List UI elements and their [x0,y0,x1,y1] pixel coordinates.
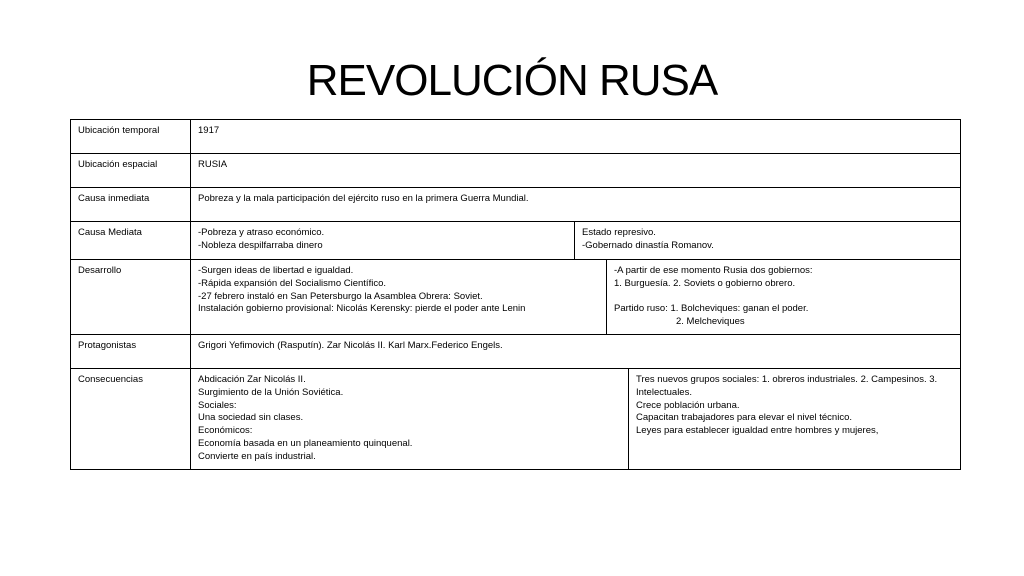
consecuencias-right [629,369,961,470]
text-line: -Rápida expansión del Socialismo Científico. [198,277,386,289]
text-line: Intelectuales. [636,386,692,398]
page-title: REVOLUCIÓN RUSA [306,56,718,105]
text-line: Una sociedad sin clases. [198,412,304,424]
causa-mediata-left [191,222,575,260]
text-line: -Gobernado dinastía Romanov. [582,239,714,251]
desarrollo-left [191,260,607,335]
label-ubicacion-espacial: Ubicación espacial [71,154,191,188]
consecuencias-left [191,369,629,470]
table-row [71,222,961,260]
label-causa-inmediata: Causa inmediata [71,188,191,222]
causa-mediata-right [575,222,961,260]
text-line: Leyes para establecer igualdad entre hombres y mujeres, [636,425,879,437]
text-line: 1. Burguesía. 2. Soviets o gobierno obrero. [614,277,796,289]
text-line: -Nobleza despilfarraba dinero [198,239,323,251]
summary-table [70,119,961,470]
text-line: Partido ruso: 1. Bolcheviques: ganan el poder. [614,303,809,315]
label-desarrollo: Desarrollo [71,260,191,335]
text-line: Abdicación Zar Nicolás II. [198,374,306,385]
text-line: -A partir de ese momento Rusia dos gobiernos: [614,265,813,276]
text-line: Capacitan trabajadores para elevar el nivel técnico. [636,412,852,424]
table-row [71,369,961,470]
text-line: Instalación gobierno provisional: Nicolás Kerensky: pierde el poder ante Lenin [198,303,526,315]
table-row [71,154,961,188]
text-line: Surgimiento de la Unión Soviética. [198,386,344,398]
text-line: -27 febrero instaló en San Petersburgo la Asamblea Obrera: Soviet. [198,290,483,302]
text-line: Económicos: [198,425,253,437]
label-consecuencias: Consecuencias [71,369,191,470]
text-line: Estado represivo. [582,227,656,238]
text-line: -Surgen ideas de libertad e igualdad. [198,265,354,276]
label-ubicacion-temporal: Ubicación temporal [71,120,191,154]
value-ubicacion-temporal: 1917 [191,120,961,154]
table-row [71,335,961,369]
table-row [71,188,961,222]
label-causa-mediata: Causa Mediata [71,222,191,260]
text-line: 2. Melcheviques [676,316,745,328]
label-protagonistas: Protagonistas [71,335,191,369]
value-protagonistas: Grigori Yefimovich (Rasputín). Zar Nicolás II. Karl Marx.Federico Engels. [191,335,961,369]
text-line: Tres nuevos grupos sociales: 1. obreros industriales. 2. Campesinos. 3. [636,374,938,385]
text-line: -Pobreza y atraso económico. [198,227,325,238]
text-line: Convierte en país industrial. [198,450,316,462]
value-ubicacion-espacial: RUSIA [191,154,961,188]
text-line: Sociales: [198,399,237,411]
desarrollo-right [607,260,961,335]
value-causa-inmediata: Pobreza y la mala participación del ejército ruso en la primera Guerra Mundial. [191,188,961,222]
text-line: Crece población urbana. [636,399,740,411]
table-row [71,260,961,335]
table-row [71,120,961,154]
text-line: Economía basada en un planeamiento quinquenal. [198,437,413,449]
